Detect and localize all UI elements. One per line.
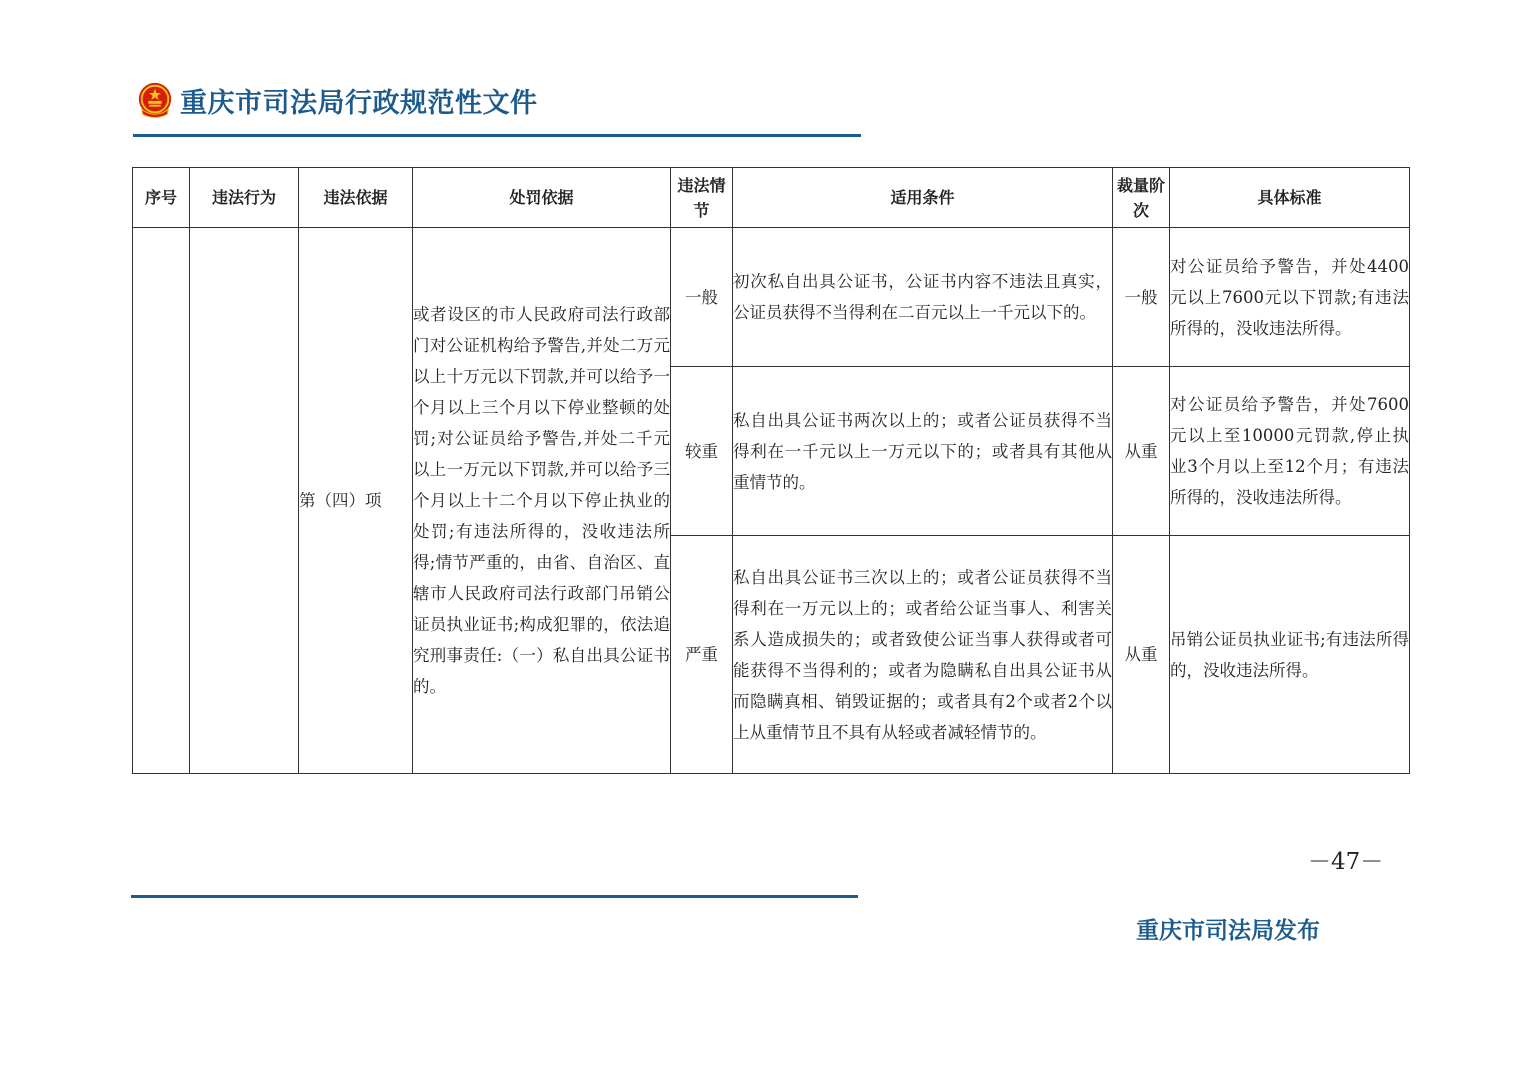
column-header-violation: 违法行为 bbox=[190, 168, 299, 228]
document-header-title: 重庆市司法局行政规范性文件 bbox=[180, 87, 538, 119]
table-row bbox=[133, 228, 1410, 367]
column-header-discretion-level: 裁量阶次 bbox=[1113, 168, 1170, 228]
header-divider bbox=[133, 134, 861, 137]
discretion-level-cell: 从重 bbox=[1113, 536, 1170, 774]
footer-divider bbox=[131, 895, 858, 898]
page-number: －47－ bbox=[1308, 849, 1384, 875]
footer-publisher: 重庆市司法局发布 bbox=[1136, 918, 1320, 944]
condition-cell: 私自出具公证书两次以上的；或者公证员获得不当得利在一千元以上一万元以下的；或者具有其他从重情节的。 bbox=[733, 367, 1113, 536]
column-header-legal-basis: 违法依据 bbox=[299, 168, 413, 228]
condition-cell: 私自出具公证书三次以上的；或者公证员获得不当得利在一万元以上的；或者给公证当事人、利害关系人造成损失的；或者致使公证当事人获得或者可能获得不当得利的；或者为隐瞒私自出具公证书从而隐瞒真相、销毁证据的；或者具有2个或者2个以上从重情节且不具有从轻或者减轻情节的。 bbox=[733, 536, 1113, 774]
column-header-condition: 适用条件 bbox=[733, 168, 1113, 228]
column-header-standard: 具体标准 bbox=[1170, 168, 1410, 228]
condition-cell: 初次私自出具公证书，公证书内容不违法且真实，公证员获得不当得利在二百元以上一千元以下的。 bbox=[733, 228, 1113, 367]
standard-cell: 对公证员给予警告，并处4400元以上7600元以下罚款;有违法所得的，没收违法所得。 bbox=[1170, 228, 1410, 367]
national-emblem-icon bbox=[136, 81, 174, 119]
punishment-basis-cell: 或者设区的市人民政府司法行政部门对公证机构给予警告,并处二万元以上十万元以下罚款,并可以给予一个月以上三个月以下停业整顿的处罚;对公证员给予警告,并处二千元以上一万元以下罚款,并可以给予三个月以上十二个月以下停止执业的处罚;有违法所得的，没收违法所得;情节严重的，由省、自治区、直辖市人民政府司法行政部门吊销公证员执业证书;构成犯罪的，依法追究刑事责任:（一）私自出具公证书的。 bbox=[413, 228, 671, 774]
violation-cell bbox=[190, 228, 299, 774]
legal-basis-cell: 第（四）项 bbox=[299, 228, 413, 774]
column-header-index: 序号 bbox=[133, 168, 190, 228]
penalty-standards-table bbox=[132, 167, 1410, 774]
standard-cell: 吊销公证员执业证书;有违法所得的，没收违法所得。 bbox=[1170, 536, 1410, 774]
discretion-level-cell: 从重 bbox=[1113, 367, 1170, 536]
table-header-row bbox=[133, 168, 1410, 228]
violation-level-cell: 一般 bbox=[671, 228, 733, 367]
index-cell bbox=[133, 228, 190, 774]
violation-level-cell: 严重 bbox=[671, 536, 733, 774]
document-header bbox=[136, 78, 538, 122]
column-header-violation-level: 违法情节 bbox=[671, 168, 733, 228]
discretion-level-cell: 一般 bbox=[1113, 228, 1170, 367]
column-header-punishment-basis: 处罚依据 bbox=[413, 168, 671, 228]
violation-level-cell: 较重 bbox=[671, 367, 733, 536]
standard-cell: 对公证员给予警告，并处7600元以上至10000元罚款,停止执业3个月以上至12个月；有违法所得的，没收违法所得。 bbox=[1170, 367, 1410, 536]
